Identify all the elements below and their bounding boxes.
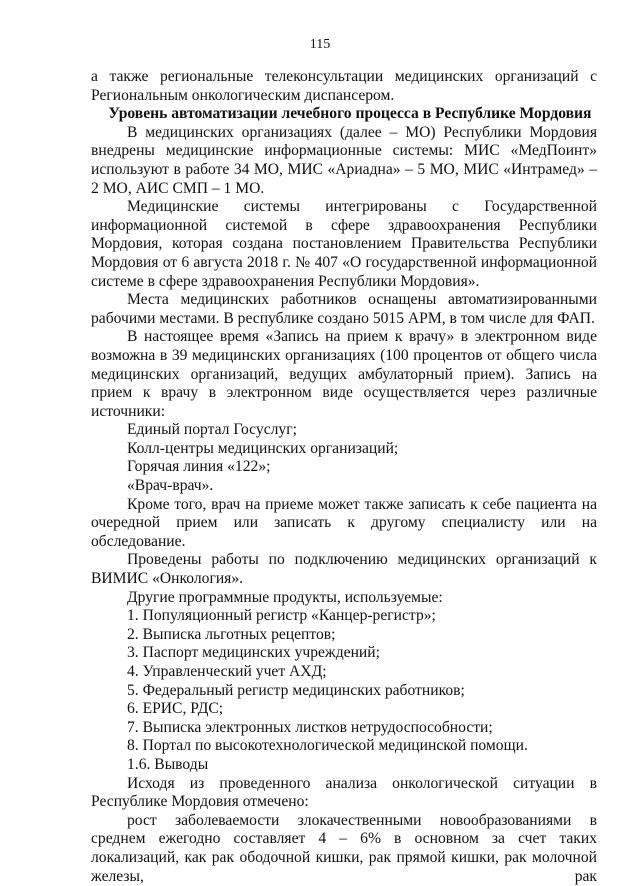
list-item: Колл-центры медицинских организаций; — [127, 439, 399, 457]
text-line: Региональным онкологическим диспансером. — [91, 86, 395, 104]
section-heading: Уровень автоматизации лечебного процесса в Республике Мордовия — [108, 105, 592, 123]
paragraph: Исходя из проведенного анализа онкологической ситуации в Республике Мордовия отмечено: — [91, 774, 597, 811]
section-title: 1.6. Выводы — [127, 755, 209, 773]
text-line: а также региональные телеконсультации медицинских организаций с — [91, 68, 597, 85]
page-number: 115 — [309, 37, 331, 52]
page-content — [91, 68, 597, 886]
list-item: 2. Выписка льготных рецептов; — [127, 625, 336, 643]
list-item: 3. Паспорт медицинских учреждений; — [127, 644, 380, 662]
paragraph: Проведены работы по подключению медицинских организаций к ВИМИС «Онкология». — [91, 551, 597, 588]
list-item: Горячая линия «122»; — [127, 458, 271, 476]
paragraph: рост заболеваемости злокачественными новообразованиями в среднем ежегодно составляет 4 – 6% в основном за счет таких локализаций, как рак ободочной кишки, рак прямой кишки, рак молочной железы, рак — [91, 811, 597, 885]
paragraph: В медицинских организациях (далее – МО) Республики Мордовия внедрены медицинские информационные системы: МИС «МедПоинт» используют в работе 34 МО, МИС «Ариадна» – 5 МО, МИС «Интрамед» – 2 МО, АИС СМП – 1 МО. — [91, 123, 597, 197]
list-item: 4. Управленческий учет АХД; — [127, 663, 327, 680]
list-item: 1. Популяционный регистр «Канцер-регистр»; — [127, 607, 436, 625]
list-item: 5. Федеральный регистр медицинских работников; — [127, 681, 465, 699]
paragraph: В настоящее время «Запись на прием к врачу» в электронном виде возможна в 39 медицинских организациях (100 процентов от общего числа медицинских организаций, ведущих амбулаторный прием). Запись на прием к врачу в электронном виде осуществляется через различные источники: — [91, 328, 597, 420]
list-item: 7. Выписка электронных листков нетрудоспособности; — [127, 718, 493, 736]
paragraph: Другие программные продукты, используемые: — [127, 588, 443, 606]
paragraph: Медицинские системы интегрированы с Государственной информационной системой в сфере здравоохранения Республики Мордовия, которая создана постановлением Правительства Республики Мордовия от 6 августа 2018 г. № 407 «О государственной информационной системе в сфере здравоохранения Республики Мордовия». — [91, 198, 597, 290]
list-item: 8. Портал по высокотехнологической медицинской помощи. — [127, 737, 528, 755]
list-item: «Врач-врач». — [127, 477, 214, 495]
paragraph: Кроме того, врач на приеме может также записать к себе пациента на очередной прием или записать к другому специалисту или на обследование. — [91, 495, 597, 550]
paragraph: Места медицинских работников оснащены автоматизированными рабочими местами. В республике создано 5015 АРМ, в том числе для ФАП. — [91, 291, 597, 327]
list-item: 6. ЕРИС, РДС; — [127, 700, 224, 718]
list-item: Единый портал Госуслуг; — [127, 421, 297, 439]
